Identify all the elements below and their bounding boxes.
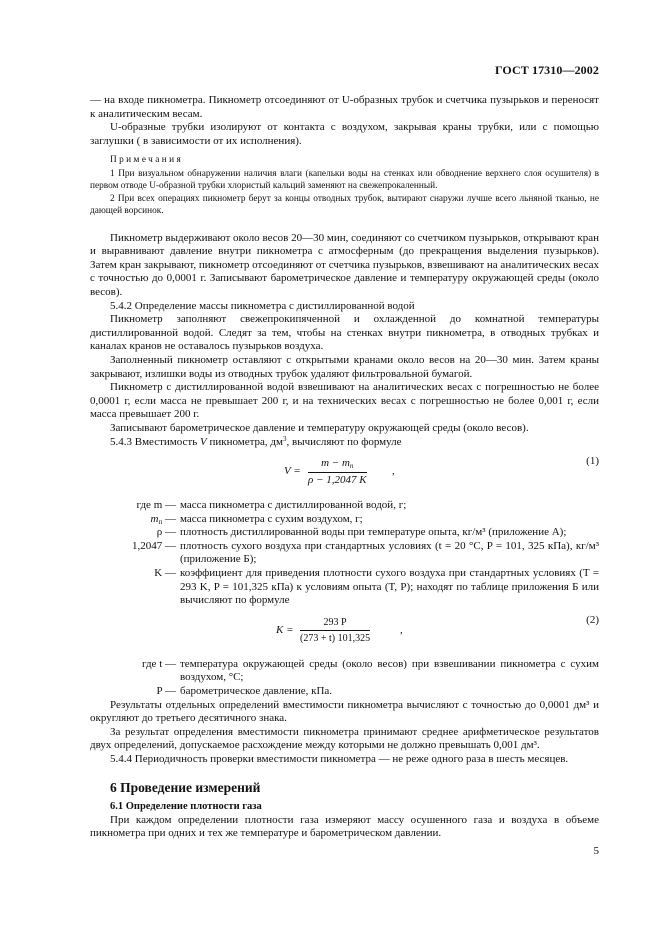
legend-row <box>90 526 599 540</box>
results-paragraph-2: За результат определения вместимости пикнометра принимают среднее арифметическое результатов двух определений, допускаемое расхождение между которыми не должно превышать 0,001 дм³. <box>90 725 599 752</box>
legend-symbol: K — <box>154 567 176 580</box>
legend-symbol: где m — <box>136 499 176 512</box>
formula-2-denominator: (273 + t) 101,325 <box>300 633 371 645</box>
subsection-5-4-4: 5.4.4 Периодичность проверки вместимости пикнометра — не реже одного раза в шесть месяцев. <box>110 753 569 765</box>
page-number: 5 <box>593 845 599 857</box>
intro-paragraph-1: — на входе пикнометра. Пикнометр отсоединяют от U-образных трубок и счетчика пузырьков и переносят к аналитическим весам. <box>90 94 599 120</box>
subsection-6-1-title: 6.1 Определение плотности газа <box>110 801 262 813</box>
weighing-paragraph-1: Пикнометр выдерживают около весов 20—30 мин, соединяют со счетчиком пузырьков, открывают кран и выравнивают давление внутри пикнометра с атмосферным (до прекращения выделения пузырьков). Затем кран закрывают, пикнометр отсоединяют от счетчика пузырьков, взвешивают на аналитических весах с точностью до 0,0001 г. Записывают барометрическое давление и температуру окружающей среды (около весов). <box>90 231 599 298</box>
formula-2-legend <box>90 658 599 699</box>
formula-1-lhs: V = <box>284 465 301 478</box>
weighing-paragraph-2: Пикнометр заполняют свежепрокипяченной и охлажденной до комнатной температуры дистиллированной водой. Следят за тем, чтобы на стенках внутри пикнометра, в отводных трубках и каналах кранов не оставалось пузырьков воздуха. <box>90 313 599 353</box>
legend-description: плотность сухого воздуха при стандартных условиях (t = 20 °C, P = 101, 325 кПа), кг/м³ (приложение Б); <box>180 539 599 566</box>
section-6-title: 6 Проведение измерений <box>110 779 261 795</box>
legend-description: масса пикнометра с дистиллированной водой, г; <box>180 499 407 512</box>
weighing-paragraph-3: Заполненный пикнометр оставляют с открытыми кранами около весов на 20—30 мин. Затем краны закрывают, излишки воды из отводных трубок удаляют фильтровальной бумагой. <box>90 353 599 380</box>
legend-description: барометрическое давление, кПа. <box>180 685 333 698</box>
note-1: 1 При визуальном обнаружении наличия влаги (капельки воды на стенках или обводнение верхнего слоя осушителя) в первом отводе U-образной трубки хлористый кальций заменяют на свежепрокаленный. <box>90 168 599 192</box>
weighing-paragraph-4: Пикнометр с дистиллированной водой взвешивают на аналитических весах с погрешностью не более 0,0001 г, если масса не превышает 200 г, и на технических весах с погрешностью не более 0,001 г, если масса превышает 200 г. <box>90 381 599 421</box>
formula-2-numerator: 293 P <box>300 616 370 632</box>
legend-row <box>90 567 599 608</box>
notes-title: Примечания <box>110 155 184 166</box>
formula-1-denominator: ρ − 1,2047 K <box>308 473 367 486</box>
formula-1-number: (1) <box>586 455 599 468</box>
formula-1: V = $m - m_п$ ρ − 1,2047 K , (1) <box>284 455 599 486</box>
main-text <box>90 94 599 841</box>
legend-description: плотность дистиллированной воды при температуре опыта, кг/м³ (приложение А); <box>180 526 567 539</box>
legend-symbol: P — <box>156 685 176 698</box>
legend-row <box>90 540 599 567</box>
standard-header: ГОСТ 17310—2002 <box>495 63 599 77</box>
weighing-paragraph-5: Записывают барометрическое давление и температуру окружающей среды (около весов). <box>110 421 529 434</box>
subsection-5-4-3: 5.4.3 Вместимость V пикнометра, $дм^3$, вычисляют по формуле <box>110 434 402 448</box>
legend-row <box>90 513 599 527</box>
legend-row <box>90 685 599 699</box>
legend-description: температура окружающей среды (около весов) при взвешивании пикнометра с сухим воздухом, °C; <box>180 657 599 684</box>
formula-2-fraction <box>300 616 370 646</box>
legend-description: масса пикнометра с сухим воздухом, г; <box>180 512 363 525</box>
legend-row <box>90 499 599 513</box>
section-6-paragraph-1: При каждом определении плотности газа измеряют массу осушенного газа и воздуха в объеме пикнометра при одних и тех же температуре и барометрическом давлении. <box>90 813 599 840</box>
formula-1-numerator: $m - m_п$ <box>308 457 367 473</box>
legend-symbol: $m_п$ — <box>150 512 176 526</box>
legend-symbol: ρ — <box>156 526 176 539</box>
intro-paragraph-2: U-образные трубки изолируют от контакта с воздухом, закрывая краны трубки, или с помощью заглушки ( в зависимости от их исполнения). <box>90 121 599 147</box>
legend-row <box>90 658 599 685</box>
subsection-5-4-2: 5.4.2 Определение массы пикнометра с дистиллированной водой <box>110 299 415 312</box>
legend-description: коэффициент для приведения плотности сухого воздуха при стандартных условиях (T = 293 K, P = 101,325 кПа) к условиям опыта (T, P); находят по таблице приложения Б или вычисляют по формуле <box>180 567 599 607</box>
formula-2-number: (2) <box>586 613 599 626</box>
results-paragraph-1: Результаты отдельных определений вместимости пикнометра вычисляют с точностью до 0,0001 дм³ и округляют до третьего десятичного знака. <box>90 698 599 725</box>
legend-symbol: 1,2047 — <box>132 539 176 552</box>
formula-1-legend <box>90 499 599 608</box>
legend-symbol: где t — <box>142 657 176 670</box>
formula-1-fraction <box>308 457 367 487</box>
note-2: 2 При всех операциях пикнометр берут за концы отводных трубок, вытирают снаружи лучше всего льняной тканью, не дающей ворсинок. <box>90 193 599 217</box>
formula-2-lhs: K = <box>276 623 294 636</box>
formula-2: K = $\frac{293 P}{(273 + t) 101,325}$ , (2) <box>276 613 599 645</box>
